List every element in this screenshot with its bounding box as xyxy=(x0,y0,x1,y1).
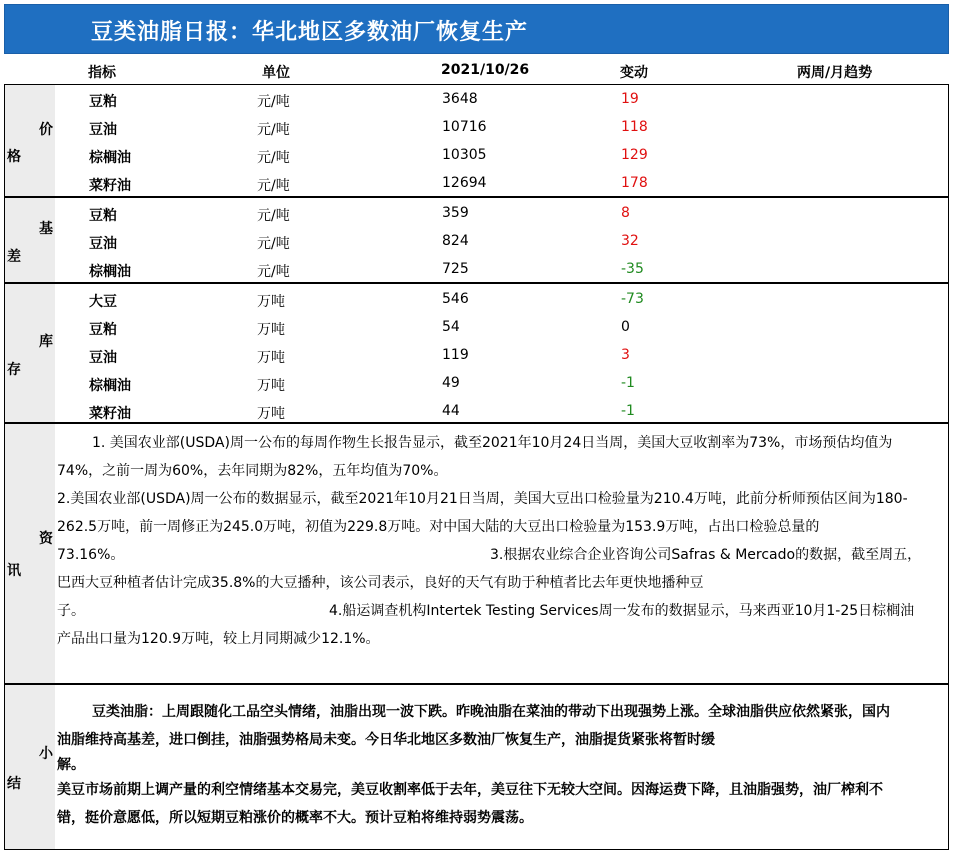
table-row xyxy=(5,169,948,197)
table-row xyxy=(5,141,948,169)
news-text xyxy=(57,429,945,653)
table-row xyxy=(5,227,948,255)
row-name: 豆粕 xyxy=(89,322,117,338)
summary-section xyxy=(4,684,949,850)
row-change: 118 xyxy=(621,119,648,135)
row-name: 豆油 xyxy=(89,350,117,366)
row-name: 菜籽油 xyxy=(89,406,131,422)
news-line: 子。 xyxy=(57,603,85,619)
table-row xyxy=(5,85,948,113)
row-name: 棕榈油 xyxy=(89,150,131,166)
news-line: 2.美国农业部(USDA)周一公布的数据显示，截至2021年10月21日当周，美国大豆出口检验量为210.4万吨，此前分析师预估区间为180- xyxy=(57,491,908,507)
basis-section xyxy=(4,197,949,283)
row-name: 棕榈油 xyxy=(89,378,131,394)
row-value: 824 xyxy=(442,233,469,249)
header-date: 2021/10/26 xyxy=(441,62,530,78)
row-unit: 元/吨 xyxy=(257,178,290,194)
row-value: 725 xyxy=(442,261,469,277)
report-title: 豆类油脂日报：华北地区多数油厂恢复生产 xyxy=(91,20,529,45)
table-row xyxy=(5,341,948,369)
news-label-1: 资 xyxy=(39,531,53,547)
summary-side-label xyxy=(5,685,55,849)
report-title-bar xyxy=(4,4,949,54)
table-row xyxy=(5,369,948,397)
stock-section xyxy=(4,283,949,423)
basis-label-1: 基 xyxy=(39,221,53,237)
summary-label-2: 结 xyxy=(7,776,21,792)
news-line: 4.船运调查机构Intertek Testing Services周一发布的数据显示，马来西亚10月1-25日棕榈油 xyxy=(329,603,915,619)
header-change: 变动 xyxy=(620,65,648,81)
row-change: -35 xyxy=(621,261,644,277)
row-value: 10305 xyxy=(442,147,487,163)
basis-label-2: 差 xyxy=(7,249,21,265)
row-change: 8 xyxy=(621,205,630,221)
news-section xyxy=(4,423,949,684)
summary-text xyxy=(57,698,945,832)
row-name: 豆油 xyxy=(89,236,117,252)
news-line: 3.根据农业综合企业咨询公司Safras & Mercado的数据，截至周五， xyxy=(490,547,922,563)
header-indicator: 指标 xyxy=(88,65,116,81)
table-row xyxy=(5,285,948,313)
row-value: 546 xyxy=(442,291,469,307)
row-change: 0 xyxy=(621,319,630,335)
news-line: 产品出口量为120.9万吨，较上月同期减少12.1%。 xyxy=(57,631,380,647)
row-unit: 万吨 xyxy=(257,378,285,394)
row-unit: 万吨 xyxy=(257,350,285,366)
news-line: 74%，之前一周为60%，去年同期为82%，五年均值为70%。 xyxy=(57,463,448,479)
row-name: 豆粕 xyxy=(89,208,117,224)
price-label-1: 价 xyxy=(39,122,53,138)
row-name: 豆油 xyxy=(89,122,117,138)
row-unit: 万吨 xyxy=(257,406,285,422)
row-unit: 元/吨 xyxy=(257,150,290,166)
table-row xyxy=(5,199,948,227)
table-row xyxy=(5,313,948,341)
table-row xyxy=(5,113,948,141)
summary-line: 豆类油脂：上周跟随化工品空头情绪，油脂出现一波下跌。昨晚油脂在菜油的带动下出现强势上涨。全球油脂供应依然紧张，国内 xyxy=(92,704,890,720)
header-trend: 两周/月趋势 xyxy=(797,65,873,81)
row-change: 3 xyxy=(621,347,630,363)
news-line: 巴西大豆种植者估计完成35.8%的大豆播种，该公司表示，良好的天气有助于种植者比去年更快地播种豆 xyxy=(57,575,704,591)
summary-label-1: 小 xyxy=(39,746,53,762)
news-side-label xyxy=(5,424,55,683)
row-value: 3648 xyxy=(442,91,478,107)
row-unit: 元/吨 xyxy=(257,208,290,224)
row-unit: 万吨 xyxy=(257,294,285,310)
row-value: 10716 xyxy=(442,119,487,135)
stock-label-1: 库 xyxy=(39,334,53,350)
row-name: 菜籽油 xyxy=(89,178,131,194)
price-section xyxy=(4,85,949,197)
row-value: 44 xyxy=(442,403,460,419)
summary-line: 美豆市场前期上调产量的利空情绪基本交易完，美豆收割率低于去年，美豆往下无较大空间。因海运费下降，且油脂强势，油厂榨利不 xyxy=(57,782,883,798)
row-unit: 元/吨 xyxy=(257,264,290,280)
row-change: -1 xyxy=(621,403,635,419)
header-unit: 单位 xyxy=(262,65,290,81)
row-name: 大豆 xyxy=(89,294,117,310)
row-value: 49 xyxy=(442,375,460,391)
row-change: 178 xyxy=(621,175,648,191)
row-name: 豆粕 xyxy=(89,94,117,110)
row-change: 129 xyxy=(621,147,648,163)
table-row xyxy=(5,397,948,425)
row-value: 359 xyxy=(442,205,469,221)
row-name: 棕榈油 xyxy=(89,264,131,280)
table-row xyxy=(5,255,948,283)
row-change: 19 xyxy=(621,91,639,107)
row-value: 119 xyxy=(442,347,469,363)
row-change: 32 xyxy=(621,233,639,249)
news-label-2: 讯 xyxy=(7,563,21,579)
row-change: -1 xyxy=(621,375,635,391)
news-line: 1. 美国农业部(USDA)周一公布的每周作物生长报告显示，截至2021年10月24日当周，美国大豆收割率为73%，市场预估均值为 xyxy=(92,435,893,451)
row-value: 12694 xyxy=(442,175,487,191)
news-line: 73.16%。 xyxy=(57,547,125,563)
row-value: 54 xyxy=(442,319,460,335)
news-line: 262.5万吨，前一周修正为245.0万吨，初值为229.8万吨。对中国大陆的大豆出口检验量为153.9万吨，占出口检验总量的 xyxy=(57,519,820,535)
stock-label-2: 存 xyxy=(7,362,21,378)
summary-line: 解。 xyxy=(57,757,85,773)
summary-line: 错，挺价意愿低，所以短期豆粕涨价的概率不大。预计豆粕将维持弱势震荡。 xyxy=(57,810,533,826)
row-unit: 元/吨 xyxy=(257,94,290,110)
summary-line: 油脂维持高基差，进口倒挂，油脂强势格局未变。今日华北地区多数油厂恢复生产，油脂提货紧张将暂时缓 xyxy=(57,732,715,748)
row-unit: 元/吨 xyxy=(257,236,290,252)
price-label-2: 格 xyxy=(7,149,21,165)
row-unit: 万吨 xyxy=(257,322,285,338)
row-unit: 元/吨 xyxy=(257,122,290,138)
row-change: -73 xyxy=(621,291,644,307)
